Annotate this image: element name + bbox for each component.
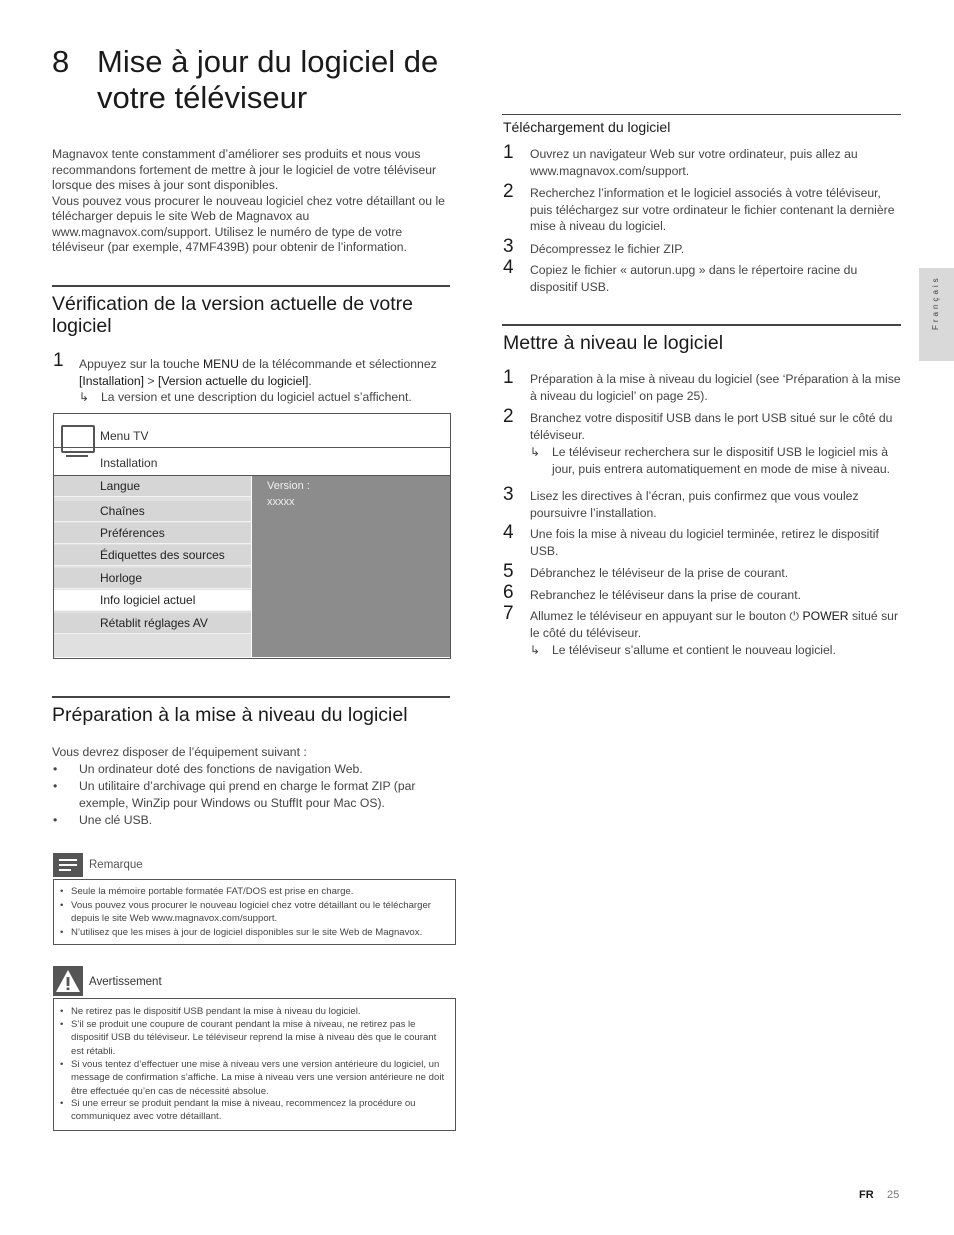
bullet: • <box>53 762 58 776</box>
list-item <box>53 761 453 778</box>
list-item-text: Un utilitaire d’archivage qui prend en charge le format ZIP (par exemple, WinZip pour Windows ou StuffIt pour Mac OS). <box>79 779 416 810</box>
section-rule <box>52 696 450 698</box>
download-step-text: Décompressez le fichier ZIP. <box>530 242 685 256</box>
warning-item <box>60 1018 450 1058</box>
list-item <box>53 778 453 812</box>
menu-item-horloge <box>54 568 251 589</box>
menu-item-label: Édiquettes des sources <box>100 548 225 562</box>
upgrade-step-text: Préparation à la mise à niveau du logiciel (see ‘Préparation à la mise à niveau du logiciel’ on page 25). <box>530 372 901 403</box>
step-number: 5 <box>503 561 514 582</box>
menu-item-langue <box>54 476 251 497</box>
upgrade-step-text: Une fois la mise à niveau du logiciel terminée, retirez le dispositif USB. <box>530 527 879 558</box>
bullet: • <box>60 1019 64 1030</box>
option-software-version: [Version actuelle du logiciel] <box>157 373 309 388</box>
upgrade-step-text: Rebranchez le téléviseur dans la prise de courant. <box>530 588 801 602</box>
note-box <box>53 879 456 945</box>
power-icon: ⏻ <box>789 609 800 623</box>
arrow-icon: ↳ <box>79 390 90 404</box>
tv-menu-screenshot <box>53 413 451 659</box>
step-number: 4 <box>503 522 514 543</box>
warning-item-text: Ne retirez pas le dispositif USB pendant la mise à niveau du logiciel. <box>71 1006 361 1017</box>
page-number: 25 <box>887 1189 900 1201</box>
menu-item-label: Rétablit réglages AV <box>100 616 208 630</box>
arrow-icon: ↳ <box>530 445 541 459</box>
note-item-text: Vous pouvez vous procurer le nouveau logiciel chez votre détaillant ou le télécharger depuis le site Web www.magnavox.com/support. <box>71 900 431 925</box>
menu-item-source-labels <box>54 545 251 566</box>
step-number: 4 <box>503 257 514 278</box>
warning-item-text: Si une erreur se produit pendant la mise à niveau, recommencez la procédure ou communiquez avec votre détaillant. <box>71 1098 416 1123</box>
menu-item-chaines <box>54 501 251 522</box>
bullet: • <box>60 886 64 897</box>
step-text-part: situé sur le côté du téléviseur. <box>530 609 899 640</box>
power-key-label: POWER <box>802 609 849 623</box>
list-item-text: Une clé USB. <box>79 813 153 827</box>
step-number: 1 <box>503 367 514 388</box>
upgrade-step-text: Débranchez le téléviseur de la prise de courant. <box>530 566 789 580</box>
menu-item-label: Horloge <box>100 571 143 585</box>
chapter-number: 8 <box>52 44 70 79</box>
list-item-text: Un ordinateur doté des fonctions de navigation Web. <box>79 762 363 776</box>
section-rule <box>502 114 901 115</box>
step-text-part: de la télécommande et sélectionnez <box>238 357 437 371</box>
warning-box <box>53 998 456 1131</box>
menu-item-label: Préférences <box>100 526 165 540</box>
option-installation: [Installation] <box>79 373 145 388</box>
note-label: Remarque <box>89 859 143 871</box>
bullet: • <box>60 1059 64 1070</box>
upgrade-step-text: Lisez les directives à l’écran, puis confirmez que vous voulez poursuivre l’installation. <box>530 489 859 520</box>
download-step-text: Recherchez l’information et le logiciel associés à votre téléviseur, puis téléchargez sur votre ordinateur le fichier contenant la dernière mise à niveau du logiciel. <box>530 186 895 233</box>
menu-header-installation: Installation <box>100 456 158 470</box>
result-text: Le téléviseur recherchera sur le dispositif USB le logiciel mis à jour, puis entrera automatiquement en mode de mise à niveau. <box>552 445 891 476</box>
menu-item-software-info-selected <box>54 590 251 611</box>
note-item <box>60 899 450 926</box>
step-number: 7 <box>503 603 514 624</box>
tv-icon <box>61 425 95 453</box>
menu-item-reset-av <box>54 613 251 634</box>
note-item-text: N’utilisez que les mises à jour de logiciel disponibles sur le site Web de Magnavox. <box>71 927 423 938</box>
version-label: Version : <box>267 480 310 492</box>
menu-item-label: Langue <box>100 479 141 493</box>
step-number: 1 <box>503 142 514 163</box>
chapter-title-text: Mise à jour du logiciel de votre téléviseur <box>97 44 439 115</box>
version-value: xxxxx <box>267 496 295 508</box>
note-item <box>60 885 450 899</box>
section-rule <box>52 285 450 287</box>
menu-key-label: MENU <box>202 357 239 371</box>
intro-text <box>52 147 452 256</box>
prep-heading: Préparation à la mise à niveau du logiciel <box>52 704 408 726</box>
bullet: • <box>53 813 58 827</box>
step-number: 6 <box>503 582 514 603</box>
verify-step-text <box>79 356 451 389</box>
arrow-icon: ↳ <box>530 643 541 657</box>
intro-paragraph-2: Vous pouvez vous procurer le nouveau logiciel chez votre détaillant ou le télécharger depuis le site Web de Magnavox au www.magnavox.com/support. Utilisez le numéro de type de votre téléviseur (par exemple, 47MF439B) pour obtenir de l’information. <box>52 193 445 254</box>
warning-item <box>60 1097 450 1124</box>
step-number: 2 <box>503 406 514 427</box>
intro-paragraph-1: Magnavox tente constamment d’améliorer ses produits et nous vous recommandons fortement de mettre à jour le logiciel de votre téléviseur lorsque des mises à jour sont disponibles. <box>52 147 437 192</box>
warning-item <box>60 1058 450 1098</box>
verify-heading: Vérification de la version actuelle de votre logiciel <box>52 293 413 337</box>
list-item <box>53 812 453 829</box>
step-text-part: Allumez le téléviseur en appuyant sur le bouton <box>530 609 790 623</box>
upgrade-heading: Mettre à niveau le logiciel <box>503 332 724 354</box>
bullet: • <box>60 900 64 911</box>
warning-item-text: S’il se produit une coupure de courant pendant la mise à niveau, ne retirez pas le dispositif USB du téléviseur. Le téléviseur reprend la mise à niveau dès que le courant est rétabli. <box>71 1019 437 1057</box>
result-text: La version et une description du logiciel actuel s’affichent. <box>101 390 412 404</box>
upgrade-step-text: Branchez votre dispositif USB dans le port USB situé sur le côté du téléviseur. <box>530 411 893 442</box>
bullet: • <box>53 779 58 793</box>
step-text-part: > <box>144 373 158 388</box>
download-step-text: Ouvrez un navigateur Web sur votre ordinateur, puis allez au www.magnavox.com/support. <box>530 147 858 178</box>
menu-item-preferences <box>54 523 251 544</box>
result-text: Le téléviseur s’allume et contient le nouveau logiciel. <box>552 643 836 657</box>
divider <box>54 447 450 448</box>
download-step-text: Copiez le fichier « autorun.upg » dans le répertoire racine du dispositif USB. <box>530 263 858 294</box>
menu-header-tv: Menu TV <box>100 429 149 443</box>
step-number: 2 <box>503 181 514 202</box>
step-number: 3 <box>503 236 514 257</box>
language-tab-label: Français <box>931 275 940 330</box>
menu-detail-panel <box>252 476 450 657</box>
verify-result <box>79 389 451 406</box>
bullet: • <box>60 927 64 938</box>
bullet: • <box>60 1098 64 1109</box>
step-number: 1 <box>53 350 64 371</box>
note-item <box>60 926 450 940</box>
bullet: • <box>60 1006 64 1017</box>
warning-item <box>60 1005 450 1019</box>
step-text-part: . <box>308 373 312 388</box>
prep-lead: Vous devrez disposer de l’équipement suivant : <box>52 745 307 759</box>
menu-item-label: Chaînes <box>100 504 145 518</box>
download-heading: Téléchargement du logiciel <box>503 119 671 135</box>
upgrade-step-text <box>530 608 902 641</box>
section-rule <box>502 324 901 326</box>
upgrade-result-step7 <box>530 642 902 659</box>
language-side-tab <box>919 268 954 361</box>
step-number: 3 <box>503 484 514 505</box>
footer-language: FR <box>859 1189 874 1201</box>
note-icon <box>53 853 83 877</box>
warning-item-text: Si vous tentez d’effectuer une mise à niveau vers une version antérieure du logiciel, un message de confirmation s’affiche. La mise à niveau vers une version antérieure ne doit être effectuée qu’en cas de nécessité absolue. <box>71 1059 445 1097</box>
menu-item-label: Info logiciel actuel <box>100 593 196 607</box>
note-item-text: Seule la mémoire portable formatée FAT/DOS est prise en charge. <box>71 886 354 897</box>
warning-icon <box>53 966 83 996</box>
step-text-part: Appuyez sur la touche <box>79 357 203 371</box>
upgrade-result-step2 <box>530 444 902 480</box>
warning-label: Avertissement <box>89 976 162 988</box>
menu-items <box>54 476 251 657</box>
